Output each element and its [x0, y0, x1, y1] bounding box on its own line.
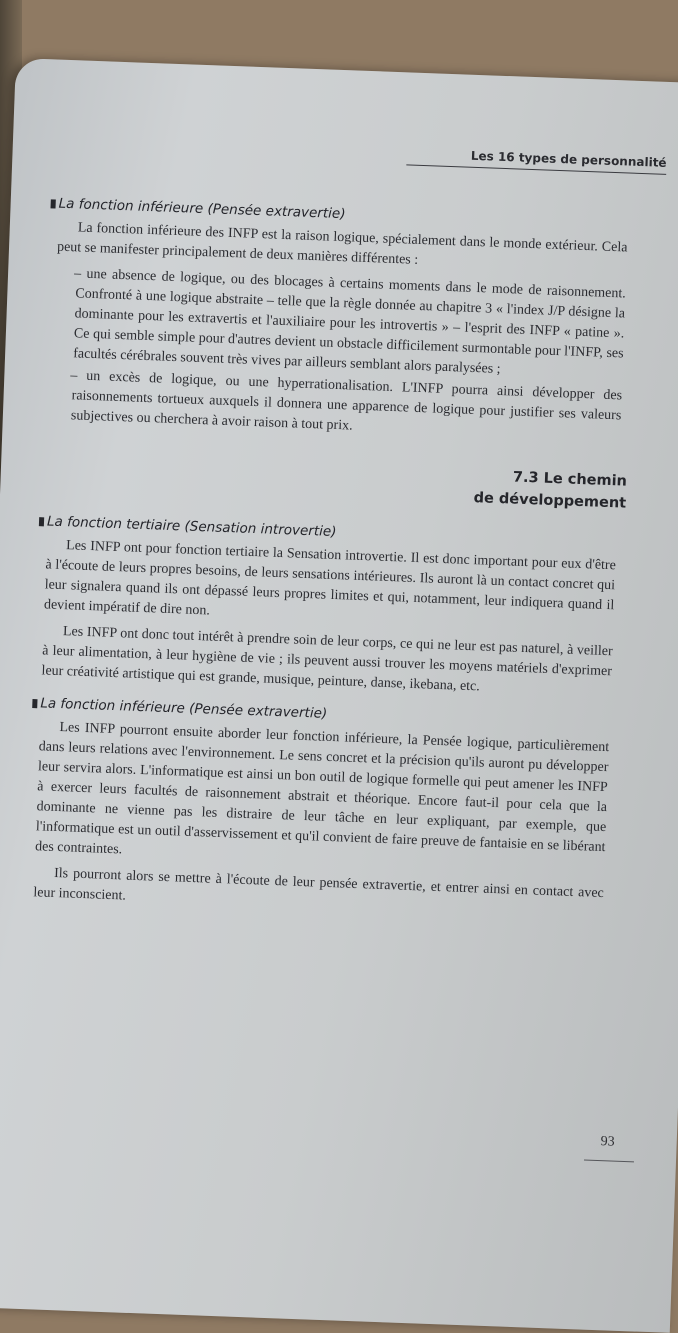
- page-content: [33, 106, 667, 1150]
- list-item-absence-of-logic: – une absence de logique, ou des blocages à certains moments dans le mode de raisonnement. Confronté à une logique abstraite – telle que la règle donnée au chapitre 3 « l'index J/P désigne la dominante pour les extravertis et l'auxiliaire pour les introvertis » – l'esprit des INFP « patine ». Ce qui semble simple pour d'autres devient un obstacle difficilement surmontable pour l'INFP, ses facultés cérébrales souvent très vives par ailleurs semblant alors paralysées ;: [72, 266, 627, 377]
- running-header: Les 16 types de personnalité: [406, 146, 667, 175]
- paragraph-tertiary-1: Les INFP ont pour fonction tertiaire la Sensation introvertie. Il est donc important pour eux d'être à l'écoute de leurs propres besoins, de leurs sensations intérieures. Ils auront là un contact concret qui leur signalera quand ils ont dépassé leurs propres limites et qui, notamment, leur indiquera quand il devient impératif de dire non.: [43, 538, 617, 619]
- section-bullet-icon: [32, 699, 37, 708]
- section-bullet-icon: [39, 517, 44, 526]
- chapter-heading-line-2: de développement: [473, 490, 627, 512]
- paragraph-inferior-intro: La fonction inférieure des INFP est la raison logique, spécialement dans le monde extérieur. Cela peut se manifester principalement de deux manières différentes :: [56, 220, 628, 268]
- section-bullet-icon: [51, 199, 56, 208]
- section-heading-text: La fonction inférieure (Pensée extravertie): [58, 195, 346, 223]
- page-number: 93: [600, 1134, 615, 1150]
- page-number-rule: [584, 1160, 634, 1163]
- chapter-heading-line-1: 7.3 Le chemin: [512, 469, 628, 490]
- section-heading-text: La fonction tertiaire (Sensation introvertie): [46, 513, 337, 541]
- paragraph-inferior-development-2: Ils pourront alors se mettre à l'écoute de leur pensée extravertie, et entrer ainsi en contact avec leur inconscient.: [33, 865, 605, 904]
- paragraph-inferior-development-1: Les INFP pourront ensuite aborder leur fonction inférieure, la Pensée logique, particulièrement dans leurs relations avec l'environnement. Le sens concret et la précision qu'ils auront pu développer leur servira alors. L'informatique est ainsi un bon outil de logique formelle qui peut amener les INFP à exercer leurs facultés de raisonnement abstrait et théorique. Encore faut-il pour cela que la dominante ne vienne pas les distraire de leur tâche en leur expliquant, par exemple, que l'informatique est un outil d'asservissement et qu'il convient de faire preuve de fantaisie en se libérant des contraintes.: [34, 720, 610, 858]
- paragraph-tertiary-2: Les INFP ont donc tout intérêt à prendre soin de leur corps, ce qui ne leur est pas naturel, à veiller à leur alimentation, à leur hygiène de vie ; ils peuvent aussi trouver les moyens matériels d'exprimer leur créativité artistique qui est grande, musique, peinture, danse, ikebana, etc.: [41, 624, 613, 695]
- list-item-excess-of-logic: – un excès de logique, ou une hyperrationalisation. L'INFP pourra ainsi développer des raisonnements tortueux auxquels il donnera une apparence de logique pour justifier ses valeurs subjectives ou cherchera à avoir raison à tout prix.: [70, 368, 623, 434]
- chapter-heading: [48, 449, 627, 514]
- section-heading-text: La fonction inférieure (Pensée extravertie): [40, 695, 328, 722]
- book-page: [0, 58, 678, 1333]
